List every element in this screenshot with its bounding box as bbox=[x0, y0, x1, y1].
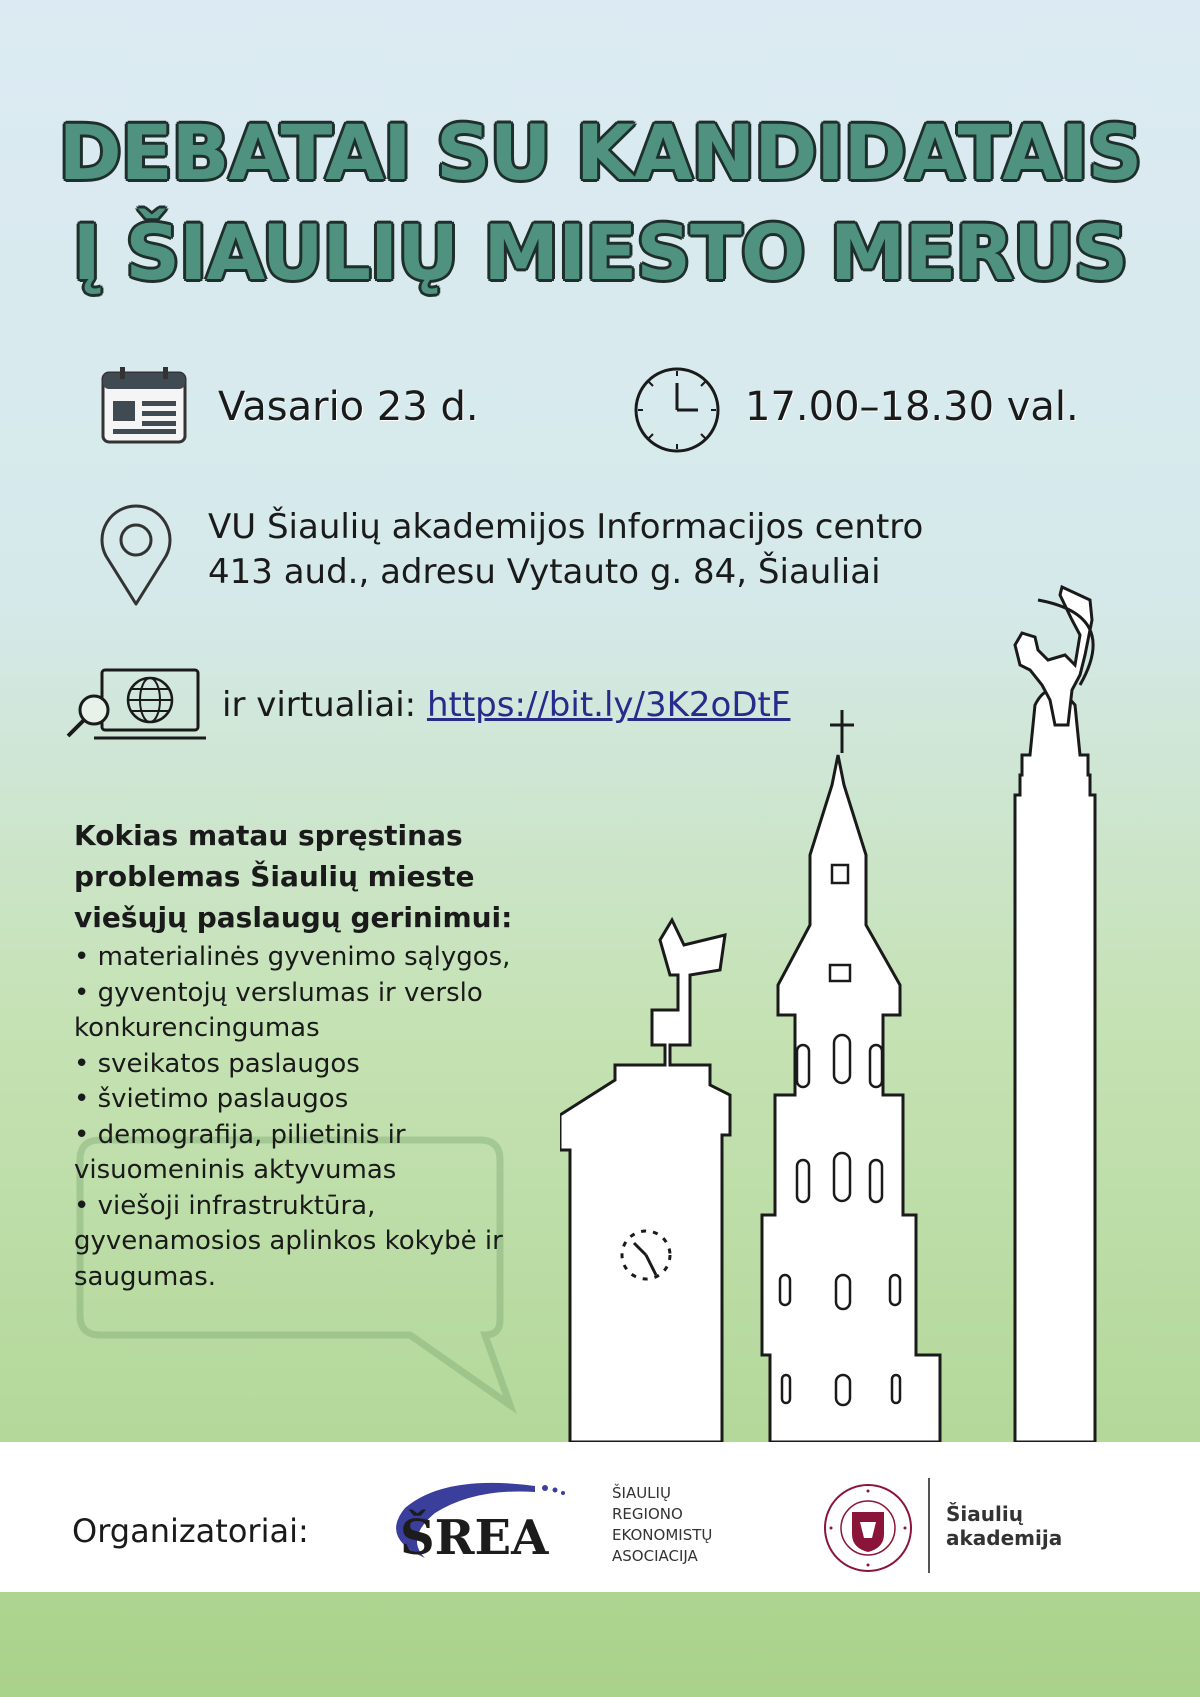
list-item: • sveikatos paslaugos bbox=[74, 1047, 524, 1083]
clock-icon bbox=[632, 365, 722, 455]
location-pin-icon bbox=[96, 498, 176, 608]
organizers-label: Organizatoriai: bbox=[72, 1512, 309, 1550]
list-item: • švietimo paslaugos bbox=[74, 1082, 524, 1118]
list-item: • gyventojų verslumas ir verslo konkurencingumas bbox=[74, 976, 524, 1047]
event-date: Vasario 23 d. bbox=[218, 384, 479, 430]
srea-name-line: ASOCIACIJA bbox=[612, 1547, 698, 1565]
topics-list bbox=[74, 940, 524, 1295]
srea-name-line: EKONOMISTŲ bbox=[612, 1526, 713, 1544]
university-name bbox=[946, 1502, 1062, 1550]
calendar-icon bbox=[100, 365, 188, 445]
magnifier-icon bbox=[64, 690, 114, 740]
title-line-2: Į ŠIAULIŲ MIESTO MERUS bbox=[72, 208, 1128, 297]
list-item: • demografija, pilietinis ir visuomeninis aktyvumas bbox=[74, 1118, 524, 1189]
logo-divider bbox=[928, 1478, 930, 1573]
list-item: • materialinės gyvenimo sąlygos, bbox=[74, 940, 524, 976]
virtual-label: ir virtualiai: bbox=[222, 685, 417, 725]
location-line-2: 413 aud., adresu Vytauto g. 84, Šiauliai bbox=[208, 552, 881, 592]
event-time: 17.00–18.30 val. bbox=[745, 384, 1079, 430]
virtual-link[interactable]: https://bit.ly/3K2oDtF bbox=[426, 685, 791, 725]
srea-acronym: ŠREA bbox=[400, 1510, 549, 1566]
university-name-line: Šiaulių bbox=[946, 1502, 1023, 1526]
vu-seal-logo bbox=[822, 1482, 914, 1574]
question-heading: Kokias matau spręstinas problemas Šiaulių mieste viešųjų paslaugų gerinimui: bbox=[74, 819, 513, 934]
srea-name-line: REGIONO bbox=[612, 1505, 683, 1523]
university-name-line: akademija bbox=[946, 1526, 1063, 1550]
list-item: • viešoji infrastruktūra, gyvenamosios aplinkos kokybė ir saugumas. bbox=[74, 1189, 524, 1296]
srea-name bbox=[612, 1483, 712, 1567]
event-location bbox=[208, 505, 923, 595]
title-line-1: DEBATAI SU KANDIDATAIS bbox=[58, 108, 1142, 197]
location-line-1: VU Šiaulių akademijos Informacijos centro bbox=[208, 507, 924, 547]
srea-name-line: ŠIAULIŲ bbox=[612, 1484, 671, 1502]
virtual-row bbox=[222, 683, 790, 728]
